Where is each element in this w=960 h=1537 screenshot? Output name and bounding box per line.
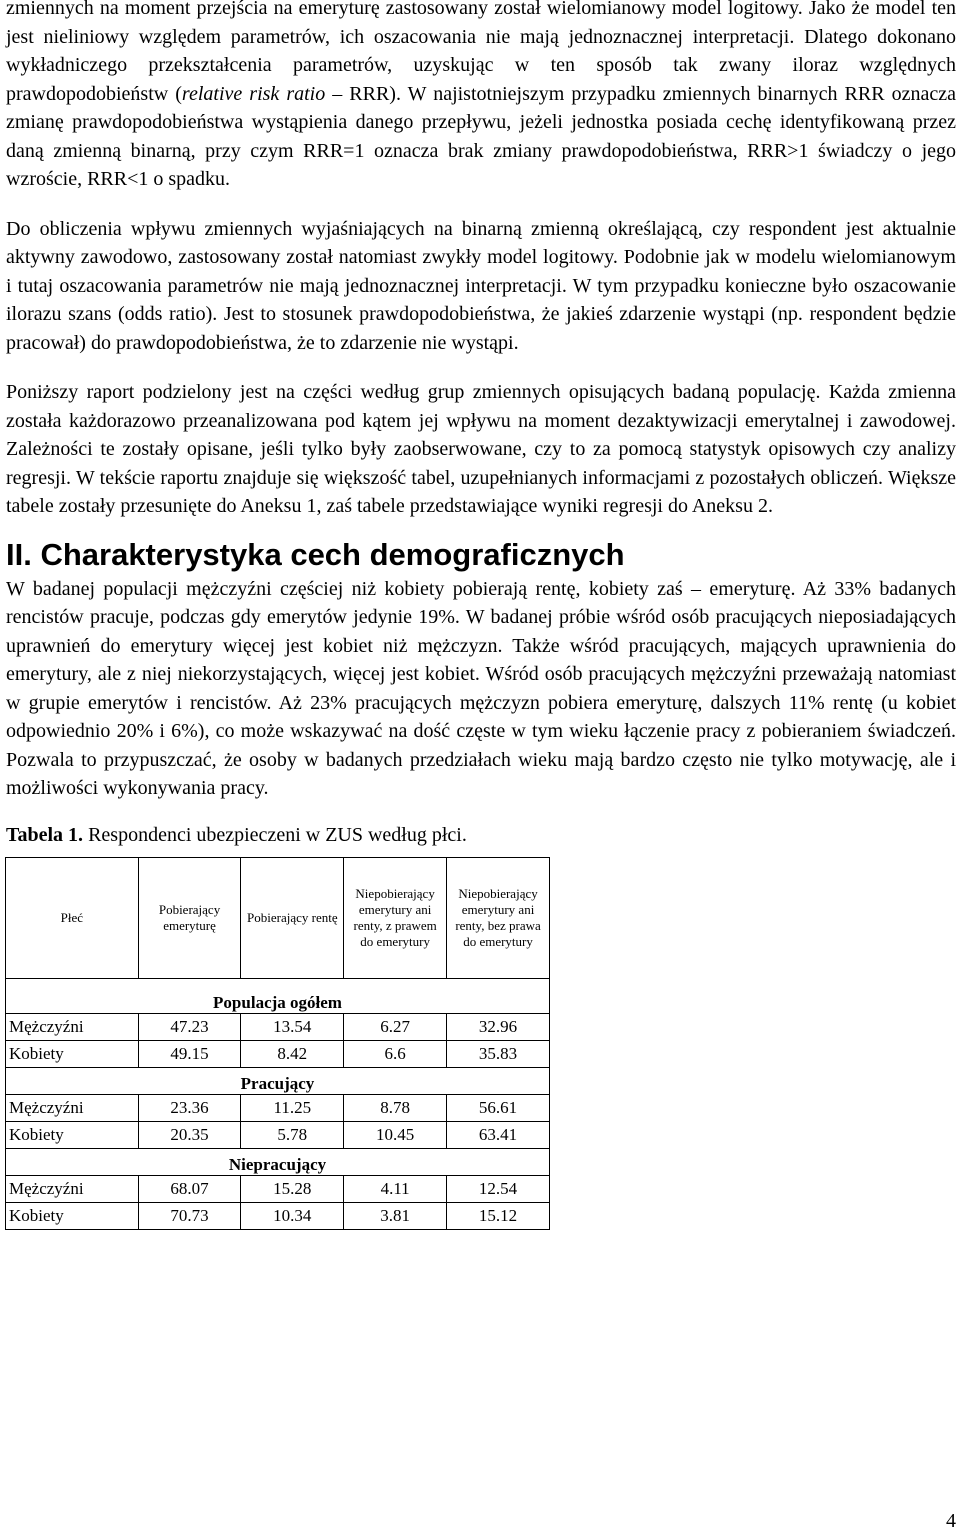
table-cell: 15.12 [447, 1202, 550, 1229]
table-group-row [6, 1148, 550, 1175]
table-cell: 23.36 [138, 1094, 241, 1121]
table-cell: 6.27 [344, 1013, 447, 1040]
table-body [6, 857, 550, 1229]
paragraph-report-structure: Poniższy raport podzielony jest na części według grup zmiennych opisujących badaną populację. Każda zmienna została każdorazowo przeanalizowana pod kątem jej wpływu na moment dezaktywizacji emerytalnej i zawodowej. Zależności te zostały opisane, jeśli tylko były zaobserwowane, czy to za pomocą statystyk opisowych czy analizy regresji. W tekście raportu znajduje się większość tabel, uzupełnianych informacjami z pozostałych obliczeń. Większe tabele zostały przesunięte do Aneksu 1, zaś tabele przedstawiające wyniki regresji do Aneksu 2. [6, 381, 956, 517]
paragraph-demographics: W badanej populacji mężczyźni częściej niż kobiety pobierają rentę, kobiety zaś – emeryturę. Aż 33% badanych rencistów pracuje, podczas gdy emerytów jedynie 19%. W badanej próbie wśród osób pracujących nieposiadających uprawnień do emerytury więcej jest kobiet niż mężczyzn. Także wśród pracujących, mających uprawnienia do emerytury, ale z niej niekorzystających, więcej jest kobiet. Wśród osób pracujących mężczyźni przeważają natomiast w grupie emerytów i rencistów. Aż 23% pracujących mężczyzn pobiera emeryturę, dalszych 11% rentę (u kobiet odpowiednio 20% i 6%), co może wskazywać na dość częste w tym wieku łączenie pracy z pobieraniem świadczeń. Pozwala to przypuszczać, że osoby w badanych przedziałach wieku mają bardzo często nie tylko motywację, ale i możliwości wykonywania pracy. [6, 577, 956, 799]
table-group-title: Pracujący [6, 1067, 550, 1094]
table-cell: 32.96 [447, 1013, 550, 1040]
table-header-cell: Pobierający rentę [241, 857, 344, 978]
table-cell-label: Kobiety [6, 1202, 139, 1229]
table-row [6, 1121, 550, 1148]
table-cell-label: Kobiety [6, 1040, 139, 1067]
table-cell: 10.34 [241, 1202, 344, 1229]
table-cell: 13.54 [241, 1013, 344, 1040]
table-row [6, 1175, 550, 1202]
table-cell: 10.45 [344, 1121, 447, 1148]
table-header-cell: Niepobierający emerytury ani renty, z prawem do emerytury [344, 857, 447, 978]
table-group-title: Niepracujący [6, 1148, 550, 1175]
paragraph-logit-models [6, 0, 956, 194]
table-cell: 63.41 [447, 1121, 550, 1148]
data-table [5, 857, 550, 1230]
table-header-row [6, 857, 550, 978]
table-cell: 11.25 [241, 1094, 344, 1121]
section-heading: II. Charakterystyka cech demograficznych [6, 536, 625, 572]
table-cell: 68.07 [138, 1175, 241, 1202]
table-cell: 49.15 [138, 1040, 241, 1067]
table-cell: 3.81 [344, 1202, 447, 1229]
table-cell: 5.78 [241, 1121, 344, 1148]
table-group-row [6, 978, 550, 1013]
table-cell-label: Kobiety [6, 1121, 139, 1148]
paragraph-text: – RRR). W najistotniejszym przypadku zmiennych binarnych RRR oznacza zmianę prawdopodobieństwa wystąpienia danego przepływu, jeżeli jednostka posiada cechę identyfikowaną przez daną zmienną binarną, przy czym RRR=1 oznacza brak zmiany prawdopodobieństwa, RRR>1 świadczy o jego wzroście, RRR<1 o spadku. [6, 82, 956, 190]
table-group-title: Populacja ogółem [6, 978, 550, 1013]
table-cell: 56.61 [447, 1094, 550, 1121]
page-number: 4 [946, 1510, 956, 1532]
document-page [6, 0, 956, 1230]
table-cell-label: Mężczyźni [6, 1175, 139, 1202]
table-row [6, 1202, 550, 1229]
table-cell-label: Mężczyźni [6, 1013, 139, 1040]
table-row [6, 1094, 550, 1121]
table-cell: 12.54 [447, 1175, 550, 1202]
table-cell: 8.78 [344, 1094, 447, 1121]
paragraph-text: zmiennych na moment przejścia na emeryturę zastosowany został wielomianowy model logitowy. Jako że model ten jest nieliniowy względem parametrów, ich oszacowania nie mają jednoznacznej interpretacji. Dlatego dokonano wykładniczego przekształcenia parametrów, uzyskując w ten sposób tak zwany iloraz względnych prawdopodobieństw ( [6, 0, 956, 105]
table-cell: 35.83 [447, 1040, 550, 1067]
table-cell: 8.42 [241, 1040, 344, 1067]
table-header-cell: Pobierający emeryturę [138, 857, 241, 978]
table-group-row [6, 1067, 550, 1094]
table-cell-label: Mężczyźni [6, 1094, 139, 1121]
table-row [6, 1013, 550, 1040]
paragraph-odds-ratio: Do obliczenia wpływu zmiennych wyjaśniających na binarną zmienną określającą, czy respondent jest aktualnie aktywny zawodowo, zastosowany został natomiast zwykły model logitowy. Podobnie jak w modelu wielomianowym i tutaj oszacowania parametrów nie mają jednoznacznej interpretacji. W tym przypadku konieczne było oszacowanie ilorazu szans (odds ratio). Jest to stosunek prawdopodobieństwa, że jakieś zdarzenie wystąpi (np. respondent będzie pracował) do prawdopodobieństwa, że to zdarzenie nie wystąpi. [6, 217, 956, 354]
table-caption [6, 821, 956, 849]
paragraph-italic-term: relative risk ratio [181, 82, 326, 105]
table-cell: 70.73 [138, 1202, 241, 1229]
table-cell: 47.23 [138, 1013, 241, 1040]
table-caption-label: Tabela 1. [6, 823, 84, 846]
table-cell: 15.28 [241, 1175, 344, 1202]
table-cell: 4.11 [344, 1175, 447, 1202]
table-header-cell: Niepobierający emerytury ani renty, bez prawa do emerytury [447, 857, 550, 978]
table-row [6, 1040, 550, 1067]
table-cell: 20.35 [138, 1121, 241, 1148]
table-caption-text: Respondenci ubezpieczeni w ZUS według płci. [83, 823, 467, 846]
table-header-cell: Płeć [6, 857, 139, 978]
table-cell: 6.6 [344, 1040, 447, 1067]
